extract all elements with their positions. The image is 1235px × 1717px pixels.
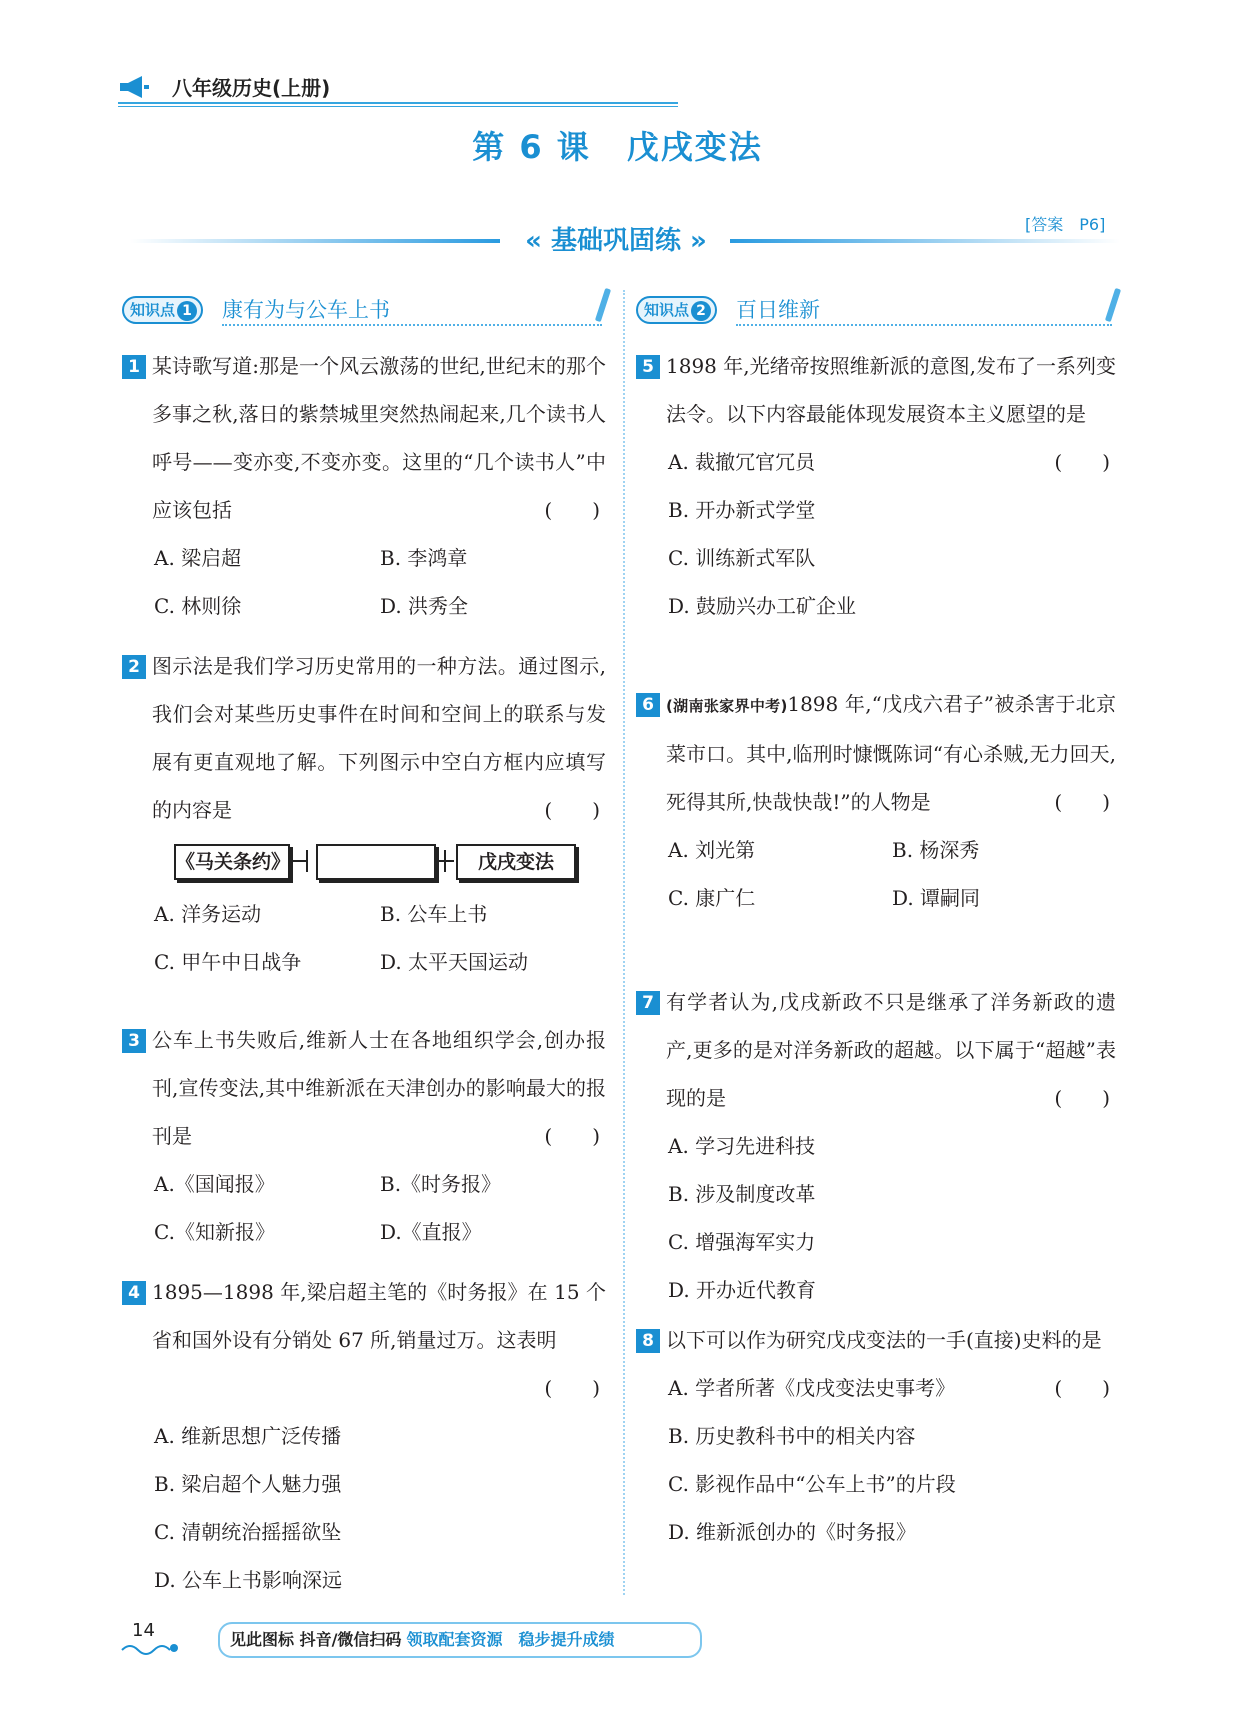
option-d[interactable]: D. 谭嗣同 [892, 886, 981, 910]
section-rule-left [130, 239, 500, 243]
options-row [154, 938, 606, 986]
option-a[interactable]: A. 裁撤冗官冗员 [668, 450, 816, 474]
question-number: 1 [122, 355, 146, 379]
option-c[interactable]: C. 影视作品中“公车上书”的片段 [668, 1472, 956, 1496]
diagram-box-left: 《马关条约》 [174, 844, 290, 880]
question-7 [636, 978, 1116, 1314]
option-d[interactable]: D. 鼓励兴办工矿企业 [668, 594, 857, 618]
dotted-underline [736, 324, 1112, 326]
timeline-diagram [174, 834, 606, 890]
scan-instruction: 见此图标 抖音/微信扫码 [230, 1630, 402, 1649]
options-row [668, 874, 1116, 922]
question-source: (湖南张家界中考) [666, 697, 788, 715]
diagram-connector [288, 860, 306, 862]
answer-blank[interactable]: ( ) [1054, 1376, 1110, 1400]
answer-blank[interactable]: ( ) [544, 1124, 600, 1148]
lesson-heading [0, 122, 1235, 168]
option-d[interactable]: D. 洪秀全 [380, 594, 469, 618]
option-c[interactable]: C. 训练新式军队 [668, 546, 816, 570]
knowledge-point-2 [636, 294, 1120, 328]
header-rule [118, 102, 678, 104]
question-8 [636, 1316, 1116, 1556]
answer-blank[interactable]: ( ) [544, 1376, 600, 1400]
question-number: 8 [636, 1329, 660, 1353]
question-number: 6 [636, 693, 660, 717]
option-b[interactable]: B. 历史教科书中的相关内容 [668, 1424, 916, 1448]
knowledge-point-1 [122, 294, 612, 328]
options-row [154, 890, 606, 938]
lesson-title: 戊戌变法 [626, 128, 763, 166]
knowledge-title: 百日维新 [736, 298, 820, 322]
options-row [668, 826, 1116, 874]
question-stem: 某诗歌写道:那是一个风云激荡的世纪,世纪末的那个多事之秋,落日的紫禁城里突然热闹起来,几个读书人呼号——变亦变,不变亦变。这里的“几个读书人”中应该包括 ( ) [152, 342, 606, 534]
question-2 [122, 642, 606, 986]
option-b[interactable]: B.《时务报》 [380, 1172, 502, 1196]
options-row [154, 1160, 606, 1208]
question-4 [122, 1268, 606, 1604]
question-3 [122, 1016, 606, 1256]
knowledge-badge: 知识点 2 [636, 296, 717, 324]
pencil-icon [1105, 288, 1121, 322]
question-stem: (湖南张家界中考)1898 年,“戊戌六君子”被杀害于北京菜市口。其中,临刑时慷慨陈词“有心杀贼,无力回天,死得其所,快哉快哉!”的人物是 ( ) [666, 680, 1116, 826]
resource-banner[interactable] [218, 1622, 702, 1658]
diagram-tick [306, 850, 308, 872]
option-a[interactable]: A. 学者所著《戊戌变法史事考》 [668, 1376, 956, 1400]
question-5 [636, 342, 1116, 630]
diagram-tick [444, 850, 446, 872]
pencil-icon [595, 288, 611, 322]
megaphone-icon [118, 74, 150, 100]
question-6 [636, 680, 1116, 922]
question-stem: 1898 年,光绪帝按照维新派的意图,发布了一系列变法令。以下内容最能体现发展资本主义愿望的是 ( ) [666, 342, 1116, 438]
option-d[interactable]: D. 太平天国运动 [380, 950, 529, 974]
column-divider [623, 290, 625, 1595]
option-a[interactable]: A.《国闻报》 [154, 1172, 275, 1196]
knowledge-number: 2 [691, 301, 711, 321]
wave-ornament-icon [120, 1642, 180, 1656]
options-row [154, 534, 606, 582]
option-b[interactable]: B. 梁启超个人魅力强 [154, 1472, 342, 1496]
question-stem: 公车上书失败后,维新人士在各地组织学会,创办报刊,宣传变法,其中维新派在天津创办的影响最大的报刊是 ( ) [152, 1016, 606, 1160]
option-c[interactable]: C. 林则徐 [154, 594, 242, 618]
promo-text: 领取配套资源 稳步提升成绩 [406, 1630, 615, 1649]
option-d[interactable]: D. 开办近代教育 [668, 1278, 817, 1302]
knowledge-number: 1 [177, 301, 197, 321]
option-d[interactable]: D. 维新派创办的《时务报》 [668, 1520, 917, 1544]
option-c[interactable]: C. 清朝统治摇摇欲坠 [154, 1520, 342, 1544]
section-banner [130, 215, 1120, 262]
question-number: 2 [122, 655, 146, 679]
option-c[interactable]: C. 甲午中日战争 [154, 950, 302, 974]
dotted-underline [222, 324, 602, 326]
option-a[interactable]: A. 学习先进科技 [668, 1134, 816, 1158]
option-c[interactable]: C. 增强海军实力 [668, 1230, 816, 1254]
option-b[interactable]: B. 涉及制度改革 [668, 1182, 816, 1206]
question-stem: 图示法是我们学习历史常用的一种方法。通过图示,我们会对某些历史事件在时间和空间上的联系与发展有更直观地了解。下列图示中空白方框内应填写的内容是 ( ) [152, 642, 606, 834]
option-a[interactable]: A. 刘光第 [668, 838, 756, 862]
diagram-box-right: 戊戌变法 [456, 844, 576, 880]
answer-blank[interactable]: ( ) [1054, 1086, 1110, 1110]
option-b[interactable]: B. 李鸿章 [380, 546, 468, 570]
option-d[interactable]: D. 公车上书影响深远 [154, 1568, 343, 1592]
section-rule-right [730, 239, 1120, 243]
lesson-number: 第 6 课 [472, 128, 591, 166]
question-stem: 以下可以作为研究戊戌变法的一手(直接)史料的是 ( ) [666, 1316, 1116, 1364]
knowledge-title: 康有为与公车上书 [222, 298, 390, 322]
page-number: 14 [132, 1620, 155, 1641]
question-number: 4 [122, 1281, 146, 1305]
answer-blank[interactable]: ( ) [544, 498, 600, 522]
option-b[interactable]: B. 公车上书 [380, 902, 488, 926]
answer-reference: [答案 P6] [1025, 215, 1106, 234]
question-number: 5 [636, 355, 660, 379]
option-b[interactable]: B. 杨深秀 [892, 838, 980, 862]
question-number: 3 [122, 1029, 146, 1053]
header-rule-thin [118, 106, 678, 107]
answer-blank[interactable]: ( ) [1054, 790, 1110, 814]
answer-blank[interactable]: ( ) [544, 798, 600, 822]
option-d[interactable]: D.《直报》 [380, 1220, 482, 1244]
option-a[interactable]: A. 梁启超 [154, 546, 242, 570]
options-row [154, 582, 606, 630]
question-1 [122, 342, 606, 630]
diagram-box-blank[interactable] [316, 844, 436, 880]
option-b[interactable]: B. 开办新式学堂 [668, 498, 816, 522]
option-c[interactable]: C.《知新报》 [154, 1220, 275, 1244]
question-stem: 有学者认为,戊戌新政不只是继承了洋务新政的遗产,更多的是对洋务新政的超越。以下属于“超越”表现的是 ( ) [666, 978, 1116, 1122]
section-title: « 基础巩固练 » [525, 226, 707, 256]
knowledge-badge: 知识点 1 [122, 296, 203, 324]
page-header [118, 70, 1118, 110]
book-title: 八年级历史(上册) [172, 76, 331, 100]
option-c[interactable]: C. 康广仁 [668, 886, 756, 910]
question-number: 7 [636, 991, 660, 1015]
answer-blank[interactable]: ( ) [1054, 450, 1110, 474]
question-stem: 1895—1898 年,梁启超主笔的《时务报》在 15 个省和国外设有分销处 67 所,销量过万。这表明 [152, 1280, 606, 1352]
option-a[interactable]: A. 维新思想广泛传播 [154, 1424, 342, 1448]
option-a[interactable]: A. 洋务运动 [154, 902, 262, 926]
options-row [154, 1208, 606, 1256]
